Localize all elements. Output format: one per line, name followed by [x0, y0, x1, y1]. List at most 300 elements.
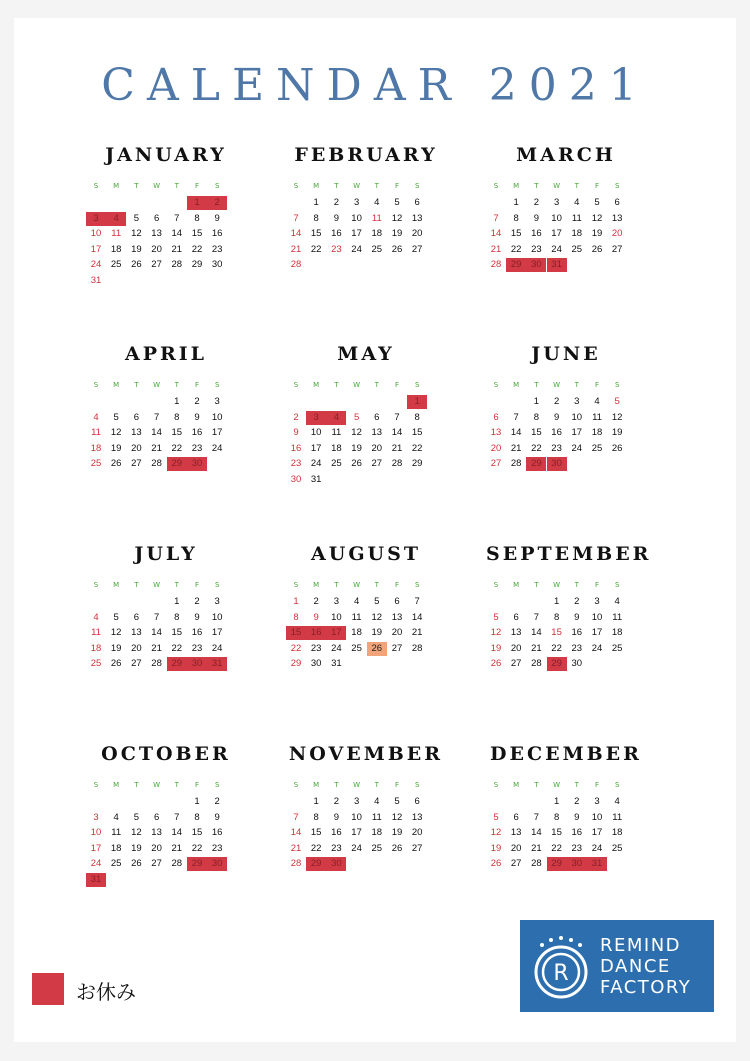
day-cell: 14: [510, 427, 522, 438]
day-cell: 2: [574, 796, 580, 807]
day-cell: 13: [131, 427, 142, 438]
day-cell: 2: [574, 596, 580, 607]
weekday-label: T: [174, 182, 179, 190]
day-cell: 24: [351, 243, 362, 255]
weekday-label: F: [194, 381, 200, 389]
day-cell: 19: [131, 243, 142, 255]
weekday-label: S: [493, 581, 499, 589]
page-title: CALENDAR 2021: [101, 60, 649, 111]
weekday-label: T: [574, 381, 579, 389]
day-cell: 2: [333, 796, 340, 807]
day-cell: 11: [91, 627, 101, 638]
day-cell: 30: [547, 457, 567, 471]
weekday-label: T: [574, 182, 579, 190]
day-cell: 21: [151, 442, 162, 454]
day-cell: 19: [371, 627, 383, 638]
day-cell: 7: [414, 596, 420, 607]
day-cell: 15: [286, 626, 306, 640]
day-cell: 18: [591, 427, 603, 438]
day-cell: 16: [306, 626, 326, 640]
day-cell: 14: [290, 228, 302, 239]
weekday-label: T: [334, 781, 339, 789]
day-cell: 25: [110, 259, 122, 270]
day-cell: 18: [371, 228, 383, 239]
day-cell: 8: [293, 611, 299, 623]
day-cell: 31: [90, 274, 102, 286]
day-cell: 2: [533, 197, 540, 208]
day-cell: 11: [91, 427, 101, 438]
day-cell: 13: [411, 811, 423, 823]
day-cell: 24: [591, 642, 603, 654]
day-cell: 7: [174, 212, 180, 224]
day-cell: 19: [351, 442, 362, 454]
day-cell: 4: [614, 596, 620, 607]
day-cell: 19: [490, 842, 502, 854]
weekday-label: T: [334, 381, 339, 389]
day-cell: 14: [391, 427, 403, 438]
day-cell: 12: [371, 611, 383, 623]
logo-r-emblem: [528, 932, 594, 1004]
day-cell: 23: [551, 442, 562, 454]
day-cell: 23: [191, 642, 203, 654]
day-cell: 20: [510, 842, 522, 854]
day-cell: 14: [171, 827, 183, 838]
day-cell: 10: [351, 811, 362, 823]
weekday-label: W: [553, 581, 561, 589]
day-cell: 17: [90, 842, 102, 854]
weekday-label: S: [493, 381, 499, 389]
day-cell: 19: [110, 642, 122, 654]
day-cell: 31: [587, 857, 607, 871]
day-cell: 7: [153, 411, 160, 423]
day-cell: 18: [90, 442, 102, 454]
day-cell: 25: [571, 243, 583, 255]
day-cell: 8: [533, 411, 540, 423]
day-cell: 9: [553, 411, 560, 423]
day-cell: 29: [290, 658, 302, 669]
weekday-label: W: [153, 581, 161, 589]
weekday-label: T: [174, 581, 179, 589]
day-cell: 24: [90, 259, 102, 270]
day-cell: 12: [110, 627, 122, 638]
day-cell: 30: [326, 857, 346, 871]
day-cell: 13: [510, 627, 522, 638]
day-cell: 11: [612, 611, 623, 623]
day-cell: 25: [591, 442, 603, 454]
day-cell: 7: [153, 611, 160, 623]
day-cell: 4: [93, 611, 99, 623]
day-cell: 5: [594, 197, 600, 208]
day-cell: 9: [333, 811, 340, 823]
day-cell: 15: [510, 228, 522, 239]
day-cell: 6: [513, 811, 519, 823]
day-cell: 20: [151, 243, 162, 255]
day-cell: 11: [111, 827, 122, 838]
day-cell: 21: [531, 842, 542, 854]
day-cell: 2: [194, 396, 200, 407]
weekday-label: M: [113, 581, 120, 589]
day-cell: 15: [411, 427, 423, 438]
day-cell: 27: [391, 642, 403, 654]
day-cell: 16: [571, 627, 583, 638]
weekday-label: T: [334, 581, 339, 589]
weekday-label: T: [374, 381, 379, 389]
day-cell: 11: [571, 212, 582, 224]
day-cell: 19: [591, 228, 603, 239]
day-cell: 17: [310, 442, 322, 454]
day-cell: 25: [611, 842, 623, 854]
weekday-label: W: [353, 581, 361, 589]
day-cell: 5: [374, 596, 380, 607]
day-cell: 27: [490, 458, 502, 469]
day-cell: 9: [333, 212, 340, 224]
day-cell: 2: [333, 197, 340, 208]
day-cell: 23: [331, 842, 342, 854]
day-cell: 15: [531, 427, 542, 438]
day-cell: 10: [90, 228, 102, 239]
month-name: JANUARY: [105, 144, 227, 166]
day-cell: 29: [411, 458, 423, 469]
day-cell: 2: [553, 396, 560, 407]
weekday-label: S: [93, 182, 99, 190]
day-cell: 27: [411, 842, 423, 854]
day-cell: 13: [151, 228, 162, 239]
day-cell: 21: [171, 243, 183, 255]
day-cell: 3: [574, 396, 580, 407]
weekday-label: S: [293, 581, 299, 589]
day-cell: 16: [211, 228, 223, 239]
month-name: FEBRUARY: [294, 144, 438, 166]
day-cell: 14: [151, 627, 162, 638]
day-cell: 31: [207, 657, 227, 671]
day-cell: 1: [313, 796, 319, 807]
day-cell: 26: [391, 842, 403, 854]
day-cell: 24: [310, 458, 322, 469]
day-cell: 17: [90, 243, 102, 255]
company-logo: [520, 920, 714, 1012]
weekday-label: F: [394, 182, 400, 190]
weekday-label: T: [374, 581, 379, 589]
day-cell: 1: [533, 396, 540, 407]
day-cell: 13: [611, 212, 623, 224]
day-cell: 6: [153, 212, 160, 224]
weekday-label: T: [134, 781, 139, 789]
legend-label: お休み: [76, 980, 136, 1004]
day-cell: 3: [214, 396, 220, 407]
weekday-label: T: [374, 182, 379, 190]
day-cell: 14: [411, 611, 423, 623]
weekday-label: M: [313, 581, 320, 589]
day-cell: 29: [191, 259, 203, 270]
day-cell: 21: [290, 243, 302, 255]
day-cell: 11: [371, 212, 382, 224]
day-cell: 10: [90, 827, 102, 838]
weekday-label: W: [553, 781, 561, 789]
weekday-label: F: [394, 581, 400, 589]
day-cell: 21: [490, 243, 502, 255]
weekday-label: T: [534, 182, 539, 190]
day-cell: 9: [293, 427, 299, 438]
logo-text-line1: REMIND: [600, 935, 682, 956]
day-cell: 22: [191, 842, 203, 854]
day-cell: 5: [133, 811, 140, 823]
weekday-label: T: [574, 781, 579, 789]
day-cell: 8: [313, 212, 319, 224]
day-cell: 8: [553, 811, 560, 823]
day-cell: 18: [371, 827, 383, 838]
day-cell: 10: [211, 611, 223, 623]
day-cell: 5: [493, 811, 499, 823]
day-cell: 26: [490, 658, 502, 669]
day-cell: 14: [151, 427, 162, 438]
day-cell: 6: [614, 197, 620, 208]
weekday-label: S: [214, 182, 220, 190]
weekday-label: S: [414, 381, 420, 389]
day-cell: 13: [371, 427, 383, 438]
day-cell: 9: [214, 811, 220, 823]
logo-letter: R: [553, 961, 569, 986]
month-name: NOVEMBER: [288, 743, 444, 765]
day-cell: 4: [326, 411, 346, 425]
day-cell: 29: [167, 657, 187, 671]
day-cell: 11: [371, 811, 382, 823]
day-cell: 9: [574, 811, 580, 823]
day-cell: 16: [571, 827, 583, 838]
day-cell: 14: [171, 228, 183, 239]
day-cell: 24: [331, 642, 342, 654]
day-cell: 16: [331, 827, 342, 838]
day-cell: 14: [490, 228, 502, 239]
weekday-label: S: [293, 381, 299, 389]
day-cell: 3: [353, 796, 360, 807]
day-cell: 13: [510, 827, 522, 838]
day-cell: 3: [93, 811, 99, 823]
day-cell: 27: [151, 858, 162, 869]
day-cell: 12: [351, 427, 362, 438]
day-cell: 27: [510, 658, 522, 669]
day-cell: 1: [293, 596, 299, 607]
day-cell: 25: [371, 842, 383, 854]
day-cell: 20: [611, 228, 623, 239]
weekday-label: F: [194, 581, 200, 589]
day-cell: 16: [331, 228, 342, 239]
weekday-label: M: [513, 581, 520, 589]
day-cell: 2: [214, 796, 220, 807]
weekday-label: S: [214, 781, 220, 789]
day-cell: 17: [591, 627, 603, 638]
day-cell: 31: [331, 658, 342, 669]
day-cell: 20: [411, 827, 423, 838]
day-cell: 8: [313, 811, 319, 823]
day-cell: 22: [191, 243, 203, 255]
day-cell: 22: [310, 243, 322, 255]
day-cell: 4: [113, 811, 119, 823]
day-cell: 28: [490, 259, 502, 270]
day-cell: 23: [531, 243, 542, 255]
day-cell: 16: [191, 627, 203, 638]
day-cell: 4: [374, 796, 380, 807]
weekday-label: S: [493, 781, 499, 789]
weekday-label: T: [134, 182, 139, 190]
day-cell: 28: [151, 458, 162, 469]
day-cell: 18: [90, 642, 102, 654]
day-cell: 10: [351, 212, 362, 224]
weekday-label: M: [513, 182, 520, 190]
weekday-label: S: [414, 182, 420, 190]
day-cell: 16: [531, 228, 542, 239]
day-cell: 12: [391, 811, 403, 823]
day-cell: 24: [211, 642, 223, 654]
day-cell: 17: [591, 827, 603, 838]
day-cell: 6: [133, 411, 140, 423]
day-cell: 1: [553, 596, 560, 607]
day-cell: 21: [411, 627, 423, 638]
day-cell: 28: [531, 858, 542, 869]
day-cell: 12: [131, 827, 142, 838]
day-cell: 27: [151, 259, 162, 270]
day-cell: 6: [133, 611, 140, 623]
day-cell: 30: [526, 258, 546, 272]
day-cell: 22: [171, 442, 183, 454]
weekday-label: S: [93, 781, 99, 789]
logo-text-line3: FACTORY: [600, 977, 692, 998]
day-cell: 10: [310, 427, 322, 438]
day-cell: 22: [171, 642, 183, 654]
day-cell: 28: [171, 259, 183, 270]
day-cell: 30: [207, 857, 227, 871]
day-cell: 15: [171, 627, 183, 638]
day-cell: 19: [611, 427, 623, 438]
day-cell: 6: [374, 411, 380, 423]
day-cell: 1: [194, 796, 200, 807]
month-name: JULY: [134, 543, 198, 565]
day-cell: 26: [110, 458, 122, 469]
month-name: SEPTEMBER: [486, 543, 652, 565]
day-cell: 6: [414, 796, 420, 807]
weekday-label: S: [214, 381, 220, 389]
day-cell: 26: [351, 458, 362, 469]
day-cell: 2: [293, 411, 299, 423]
day-cell: 5: [394, 197, 400, 208]
day-cell: 3: [553, 197, 560, 208]
day-cell: 19: [110, 442, 122, 454]
day-cell: 17: [351, 228, 362, 239]
day-cell: 29: [306, 857, 326, 871]
legend-swatch: [32, 973, 64, 1005]
day-cell: 21: [391, 442, 403, 454]
day-cell: 3: [594, 796, 600, 807]
day-cell: 15: [310, 228, 322, 239]
day-cell: 30: [567, 857, 587, 871]
day-cell: 8: [414, 411, 420, 423]
day-cell: 28: [171, 858, 183, 869]
day-cell: 22: [551, 842, 562, 854]
day-cell: 25: [331, 458, 342, 469]
weekday-label: T: [134, 581, 139, 589]
month-name: APRIL: [124, 343, 208, 365]
day-cell: 15: [171, 427, 183, 438]
day-cell: 13: [391, 611, 403, 623]
day-cell: 10: [591, 611, 603, 623]
day-cell: 26: [131, 259, 142, 270]
day-cell: 29: [506, 258, 526, 272]
day-cell: 24: [211, 442, 223, 454]
weekday-label: S: [93, 381, 99, 389]
day-cell: 26: [391, 243, 403, 255]
weekday-label: S: [214, 581, 220, 589]
day-cell: 5: [133, 212, 140, 224]
day-cell: 7: [533, 611, 540, 623]
day-cell: 8: [194, 212, 200, 224]
day-cell: 1: [513, 197, 519, 208]
day-cell: 11: [111, 228, 122, 239]
day-cell: 24: [551, 243, 562, 255]
weekday-label: W: [153, 781, 161, 789]
day-cell: 15: [551, 827, 562, 838]
day-cell: 25: [371, 243, 383, 255]
month-name: MARCH: [516, 144, 616, 166]
day-cell: 24: [571, 442, 583, 454]
day-cell: 28: [411, 642, 423, 654]
day-cell: 24: [90, 858, 102, 869]
day-cell: 30: [187, 457, 207, 471]
day-cell: 21: [151, 642, 162, 654]
day-cell: 25: [90, 658, 102, 669]
weekday-label: T: [134, 381, 139, 389]
day-cell: 1: [174, 396, 180, 407]
weekday-label: T: [534, 581, 539, 589]
day-cell: 29: [547, 657, 567, 671]
day-cell: 20: [371, 442, 383, 454]
day-cell: 19: [490, 642, 502, 654]
weekday-label: M: [113, 781, 120, 789]
day-cell: 17: [211, 427, 223, 438]
month-name: JUNE: [531, 343, 601, 365]
month-name: AUGUST: [311, 543, 421, 565]
weekday-label: W: [153, 182, 161, 190]
weekday-label: W: [153, 381, 161, 389]
weekday-label: S: [614, 581, 620, 589]
weekday-label: M: [313, 381, 320, 389]
day-cell: 18: [331, 442, 342, 454]
day-cell: 2: [313, 596, 319, 607]
day-cell: 2: [207, 196, 227, 210]
day-cell: 4: [93, 411, 99, 423]
day-cell: 10: [551, 212, 562, 224]
day-cell: 9: [574, 611, 580, 623]
day-cell: 17: [211, 627, 223, 638]
day-cell: 23: [290, 458, 302, 469]
weekday-label: M: [513, 381, 520, 389]
day-cell: 28: [510, 458, 522, 469]
day-cell: 22: [531, 442, 542, 454]
day-cell: 18: [611, 827, 623, 838]
day-cell: 5: [113, 411, 119, 423]
day-cell: 5: [614, 396, 620, 407]
day-cell: 18: [611, 627, 623, 638]
day-cell: 29: [526, 457, 546, 471]
day-cell: 27: [510, 858, 522, 869]
day-cell: 19: [391, 827, 403, 838]
weekday-label: T: [574, 581, 579, 589]
day-cell: 21: [171, 842, 183, 854]
day-cell: 3: [333, 596, 340, 607]
day-cell: 23: [191, 442, 203, 454]
day-cell: 21: [531, 642, 542, 654]
day-cell: 3: [86, 212, 106, 226]
weekday-label: F: [594, 182, 600, 190]
day-cell: 16: [551, 427, 562, 438]
